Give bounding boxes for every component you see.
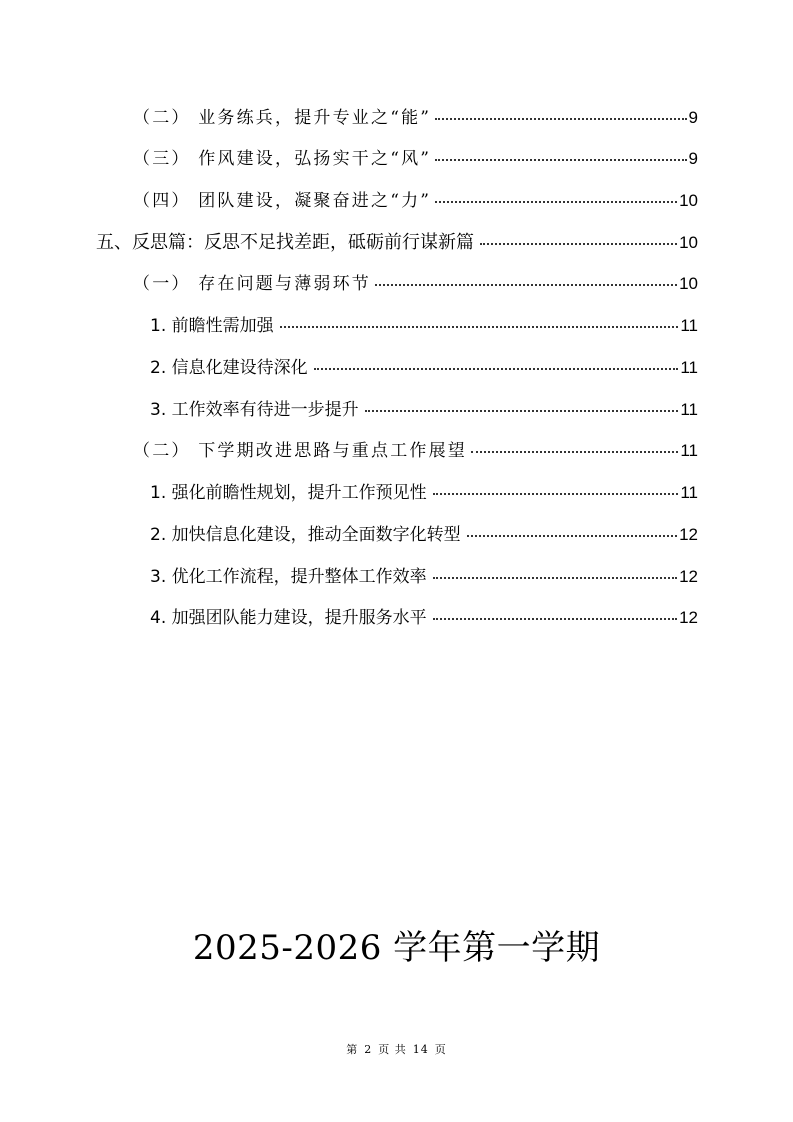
footer-middle: 页 共: [378, 1043, 407, 1056]
page-footer: [0, 1040, 793, 1060]
toc-entry-page: 9: [688, 149, 698, 168]
toc-entry-page: 11: [680, 316, 698, 335]
toc-entry-chapter[interactable]: [96, 228, 698, 258]
toc-dot-leader: [433, 618, 677, 620]
toc-entry-label: 3. 工作效率有待进一步提升: [150, 400, 359, 420]
toc-entry[interactable]: [150, 395, 698, 425]
toc-dot-leader: [435, 159, 686, 161]
toc-entry-page: 9: [688, 108, 698, 127]
toc-entry-page: 11: [680, 441, 698, 460]
toc-entry-page: 11: [680, 358, 698, 377]
toc-entry[interactable]: [150, 311, 698, 341]
toc-entry-label: 1. 前瞻性需加强: [150, 316, 274, 336]
toc-entry[interactable]: [133, 186, 698, 216]
toc-entry[interactable]: [133, 103, 698, 133]
toc-entry-label: （四） 团队建设，凝聚奋进之“力”: [133, 191, 432, 211]
toc-dot-leader: [433, 493, 679, 495]
toc-entry[interactable]: [150, 478, 698, 508]
toc-entry[interactable]: [150, 603, 698, 633]
toc-entry[interactable]: [133, 144, 698, 174]
footer-current-page: 2: [364, 1043, 373, 1056]
toc-entry-label: 2. 信息化建设待深化: [150, 358, 308, 378]
toc-dot-leader: [365, 410, 679, 412]
footer-suffix: 页: [434, 1043, 447, 1056]
toc-entry-page: 10: [679, 274, 698, 293]
toc-entry-page: 12: [679, 567, 698, 586]
toc-entry-label: （二） 业务练兵，提升专业之“能”: [133, 108, 432, 128]
toc-entry[interactable]: [150, 520, 698, 550]
toc-entry[interactable]: [133, 269, 698, 299]
toc-entry-page: 12: [679, 525, 698, 544]
toc-dot-leader: [375, 284, 677, 286]
toc-dot-leader: [433, 577, 677, 579]
toc-entry-label: 4. 加强团队能力建设，提升服务水平: [150, 608, 427, 628]
toc-entry-page: 10: [679, 233, 698, 252]
toc-entry[interactable]: [150, 353, 698, 383]
toc-dot-leader: [280, 326, 679, 328]
toc-entry-label: 3. 优化工作流程，提升整体工作效率: [150, 567, 427, 587]
cover-title: 2025-2026 学年第一学期: [192, 928, 601, 968]
toc-dot-leader: [435, 201, 677, 203]
toc-dot-leader: [314, 368, 679, 370]
toc-dot-leader: [480, 243, 677, 245]
toc-entry-label: （二） 下学期改进思路与重点工作展望: [133, 441, 468, 461]
toc-entry-page: 12: [679, 608, 698, 627]
toc-entry-page: 11: [680, 483, 698, 502]
toc-dot-leader: [471, 451, 678, 453]
toc-entry-label: （三） 作风建设，弘扬实干之“风”: [133, 149, 432, 169]
footer-prefix: 第: [346, 1043, 359, 1056]
toc-entry[interactable]: [150, 562, 698, 592]
footer-total-pages: 14: [412, 1043, 429, 1056]
toc-dot-leader: [467, 535, 677, 537]
toc-entry-page: 11: [680, 400, 698, 419]
toc-entry-label: （一） 存在问题与薄弱环节: [133, 274, 372, 294]
toc-dot-leader: [435, 118, 686, 120]
toc-entry-label: 1. 强化前瞻性规划，提升工作预见性: [150, 483, 427, 503]
toc-entry-page: 10: [679, 191, 698, 210]
toc-entry[interactable]: [133, 436, 698, 466]
toc-entry-label: 五、反思篇：反思不足找差距，砥砺前行谋新篇: [96, 232, 474, 253]
toc-entry-label: 2. 加快信息化建设，推动全面数字化转型: [150, 525, 461, 545]
